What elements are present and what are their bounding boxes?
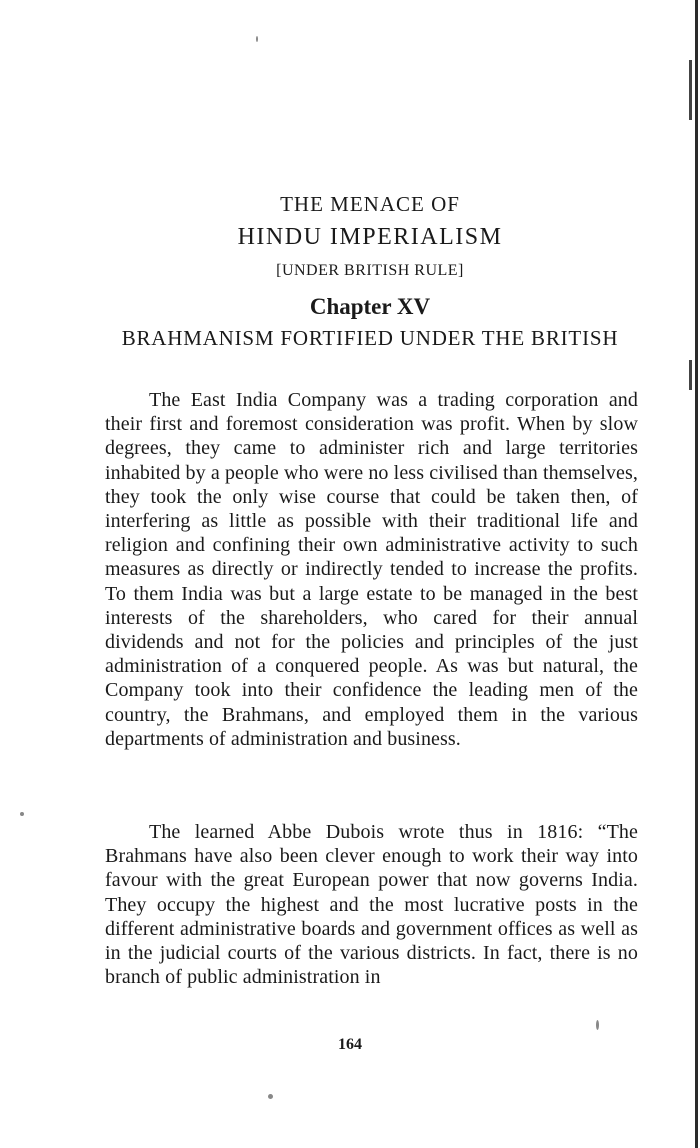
binding-mark — [689, 360, 692, 390]
body-text — [105, 820, 638, 989]
paragraph: The learned Abbe Dubois wrote thus in 1816: “The Brahmans have also been clever enough to work their way into favour with the great European power that now governs India. They occupy the highest and the most lucrative posts in the different administrative boards and government offices as well as in the judicial courts of the various districts. In fact, there is no branch of public administration in — [105, 821, 638, 989]
paragraph: The East India Company was a trading corporation and their first and foremost consideration was profit. When by slow degrees, they came to administer rich and large territories inhabited by a people who were no less civilised than themselves, they took the only wise course that could be taken then, of interfering as little as possible with their traditional life and religion and confining their own administrative activity to such measures as directly or indirectly tended to increase the profits. To them India was but a large estate to be managed in the best interests of the shareholders, who cared for their annual dividends and not for the policies and principles of the just administration of a conquered people. As was but natural, the Company took into their confidence the leading men of the country, the Brahmans, and employed them in the various departments of administration and business. — [105, 389, 638, 750]
page-number: 164 — [338, 1036, 362, 1053]
scan-speck — [596, 1020, 599, 1030]
scan-speck — [268, 1094, 273, 1099]
scan-speck — [20, 812, 24, 816]
section-title: BRAHMANISM FORTIFIED UNDER THE BRITISH — [121, 326, 619, 350]
page-edge-shadow — [695, 0, 698, 1148]
binding-mark — [689, 60, 692, 120]
chapter-heading: Chapter XV — [309, 294, 431, 319]
body-text — [105, 388, 638, 751]
book-subtitle: [UNDER BRITISH RULE] — [276, 262, 464, 279]
scan-speck — [256, 36, 258, 42]
book-series-title: THE MENACE OF — [280, 192, 460, 216]
book-title: HINDU IMPERIALISM — [237, 224, 503, 250]
